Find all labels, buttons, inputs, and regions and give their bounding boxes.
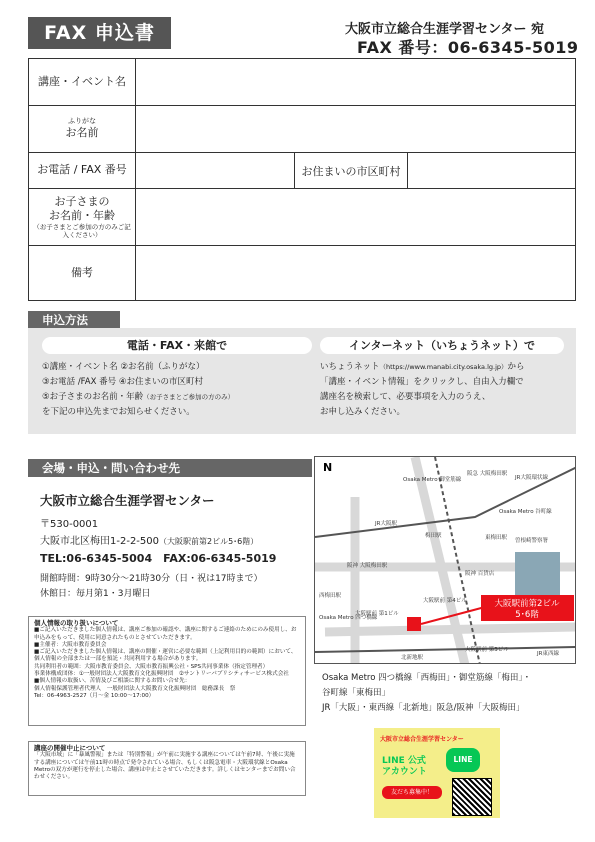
name-label: ふりがな お名前 [29, 106, 136, 152]
north-icon: N [323, 461, 333, 474]
map-label-tanimachi: Osaka Metro 谷町線 [499, 509, 552, 515]
furigana-label: ふりがな [68, 117, 96, 126]
map-label-jr-tozai: JR東西線 [537, 651, 559, 657]
line-account-label: LINE 公式アカウント [382, 756, 427, 777]
line-logo-icon: LINE [446, 748, 480, 772]
line-account-box [374, 728, 500, 818]
map-label-hankyu: 阪急 大阪梅田駅 [467, 471, 508, 477]
method-heading: 申込方法 [28, 311, 120, 329]
closed-days: 休館日：毎月第1・3月曜日 [40, 589, 151, 599]
qr-code-icon [452, 778, 492, 816]
method-offline-list: ①講座・イベント名 ②お名前（ふりがな） ③お電話 /FAX 番号 ④お住まいの市区町村 ⑤お子さまのお名前・年齢（お子さまとご参加の方のみ） を下記の申込先までお知らせください。 [42, 362, 235, 417]
tel-fax: TEL:06-6345-5004 FAX:06-6345-5019 [40, 552, 277, 565]
map-svg [315, 457, 576, 664]
map-label-midosuji: Osaka Metro 御堂筋線 [403, 477, 462, 483]
line-box-title: 大阪市立総合生涯学習センター [380, 736, 464, 743]
fax-form-title: FAX 申込書 [28, 17, 171, 49]
form-row-remarks [29, 246, 575, 300]
fax-number: FAX 番号：06-6345-5019 [357, 38, 579, 57]
map-label-police: 曽根崎警察署 [515, 538, 549, 544]
map-label-bldg3: 大阪駅前 第3ビル [465, 647, 509, 653]
remarks-label: 備考 [29, 246, 136, 300]
postal-code: 〒530-0001 [40, 519, 99, 530]
target-marker [407, 617, 421, 631]
venue-heading: 会場・申込・問い合わせ先 [28, 459, 312, 477]
phone-label: お電話 / FAX 番号 [29, 153, 136, 188]
address: 大阪市北区梅田1-2-2-500（大阪駅前第2ビル5･6階） [40, 536, 259, 547]
form-row-name [29, 106, 575, 153]
method-offline-pill: 電話・FAX・来館で [42, 337, 312, 354]
map-label-higashiumeda: 東梅田駅 [485, 535, 508, 541]
map-label-bldg1: 大阪駅前 第1ビル [355, 611, 399, 617]
target-label-1: 大阪駅前第2ビル [494, 599, 560, 609]
child-label: お子さまの お名前・年齢 （お子さまとご参加の方のみご記入ください） [29, 189, 136, 245]
form-row-course [29, 59, 575, 106]
method-online-pill: インターネット（いちょうネット）で [320, 337, 564, 354]
map-label-yotsubashi: Osaka Metro 四つ橋線 [319, 615, 378, 621]
method-online-text: いちょうネット（https://www.manabi.city.osaka.lg.jp）から 「講座・イベント情報」をクリックし、自由入力欄で 講座名を検索して、必要事項を入力のうえ、 お申し込みください。 [320, 362, 525, 417]
city-label: お住まいの市区町村 [294, 153, 408, 188]
map-label-hanshin: 阪神 大阪梅田駅 [347, 563, 388, 569]
addressee: 大阪市立総合生涯学習センター 宛 [345, 22, 545, 37]
privacy-notice: 個人情報の取り扱いについて ■ご記入いただきました個人情報は、講座ご参加の確認や、講座に関するご連絡のためにのみ使用し、お申込みをもって、使用に同意されたものとさせていただきます。 ■主催者：大阪市教育委員会 ■ご記入いただきました個人情報は、講座の開催・運営に必要な範囲（上記利用目的の範囲）において、個人情報の全部または一部を預託・共同利用する場合があります。 共同利用者の範囲：大阪市教育委員会、大阪市教育振興公社・SPS共同事業体（指定管理者） 事業体構成団体：①一般財団法人大阪教育文化振興財団 ②サントリーパブリシティサービス株式会社 ■個人情報の取扱い、苦情及びご相談に関するお問い合せ先： 個人情報保護管理者代理人 一般財団法人大阪教育文化振興財団 総務課長 祭 Tel：06-4963-2527（月〜金 10:00〜17:00） [28, 616, 306, 726]
cancellation-notice: 講座の開催中止について 「大阪市域」に「暴風警報」または「特別警報」が午前に実施する講座については午前7時、午後に実施する講座については午前11時の時点で発令されている場合、もしくは阪急電車・大阪環状線とOsaka Metroの双方が運行を停止した場合、講座は中止とさせていただきます。詳しくはセンターまでお問い合わせください。 [28, 741, 306, 796]
method-box [28, 328, 576, 434]
child-note: （お子さまとご参加の方のみご記入ください） [33, 223, 131, 240]
map-label-jr-osaka: JR大阪駅 [375, 521, 397, 527]
form-row-child [29, 189, 575, 246]
form-row-phone [29, 153, 575, 189]
center-name: 大阪市立総合生涯学習センター [40, 493, 215, 508]
opening-hours: 開館時間：9時30分〜21時30分（日・祝は17時まで） [40, 574, 263, 584]
map-label-umeda: 梅田駅 [425, 533, 442, 539]
access-map [314, 456, 576, 664]
target-label-2: 5･6階 [515, 610, 539, 620]
application-form [28, 58, 576, 301]
map-label-hanshin-store: 阪神 百貨店 [465, 571, 495, 577]
access-info: Osaka Metro 四つ橋線「西梅田」・御堂筋線「梅田」・ 谷町線「東梅田」 JR「大阪」・東西線「北新地」阪急/阪神「大阪梅田」 [322, 673, 532, 713]
map-label-kitashinchi: 北新地駅 [401, 655, 424, 661]
add-friend-button[interactable]: 友だち募集中！ [382, 786, 442, 799]
map-label-bldg4: 大阪駅前 第4ビル [423, 598, 467, 604]
map-label-jr-loop: JR大阪環状線 [515, 475, 548, 481]
course-label: 講座・イベント名 [29, 59, 136, 105]
map-label-nishiumeda: 西梅田駅 [319, 593, 342, 599]
